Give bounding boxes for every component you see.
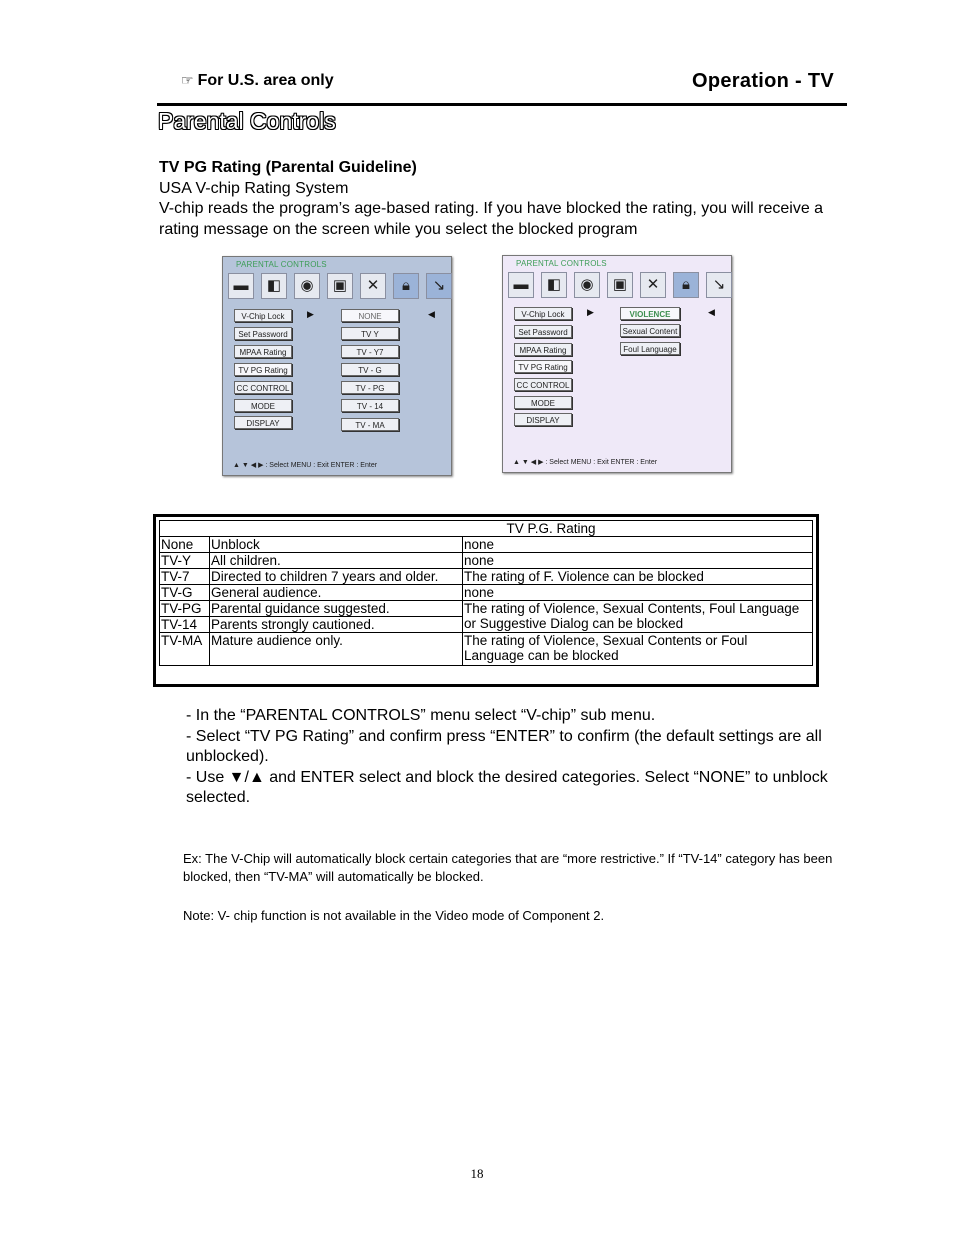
- osd-screenshot-tv-pg-sub: [502, 255, 732, 473]
- rating-code: TV-PG: [160, 601, 210, 617]
- rating-code: TV-7: [160, 569, 210, 585]
- osd-option: TV - PG: [341, 381, 399, 394]
- instruction-step: - In the “PARENTAL CONTROLS” menu select “V-chip” sub menu.: [186, 707, 656, 724]
- tools-icon: ✕: [360, 273, 386, 299]
- area-note: [181, 72, 334, 90]
- osd-option: TV - G: [341, 363, 399, 376]
- exit-icon: ↘: [426, 273, 452, 299]
- table-row: [160, 601, 813, 617]
- osd-menu-item: Set Password: [234, 327, 292, 340]
- speaker-icon: ◉: [574, 272, 600, 298]
- rating-note: none: [463, 553, 813, 569]
- osd-option: TV Y: [341, 327, 399, 340]
- rating-meaning: Parental guidance suggested.: [210, 601, 463, 617]
- osd-menu-item: DISPLAY: [234, 416, 292, 429]
- osd-menu-item: V-Chip Lock: [234, 309, 292, 322]
- tools-icon: ✕: [640, 272, 666, 298]
- header-rule: [157, 103, 847, 106]
- osd-menu-item: MODE: [514, 396, 572, 409]
- tv-icon: ▬: [228, 273, 254, 299]
- table-row: [160, 585, 813, 601]
- rating-code: TV-14: [160, 617, 210, 633]
- intro-subtitle: TV PG Rating (Parental Guideline): [159, 159, 417, 176]
- rating-note: The rating of F. Violence can be blocked: [463, 569, 813, 585]
- rating-meaning: Parents strongly cautioned.: [210, 617, 463, 633]
- table-header: [160, 521, 813, 537]
- osd-option: TV - 14: [341, 399, 399, 412]
- example-text: Ex: The V-Chip will automatically block certain categories that are “more restrictive.” If “TV-14” category has been blocked, then “TV-MA” will automatically be blocked.: [183, 851, 833, 884]
- intro-line1: USA V-chip Rating System: [159, 179, 349, 197]
- table-row: [160, 569, 813, 585]
- osd-menu-item: MPAA Rating: [234, 345, 292, 358]
- right-arrow-icon: ▶: [307, 309, 314, 319]
- osd-menu-item: DISPLAY: [514, 413, 572, 426]
- lock-icon: 🔒︎: [673, 272, 699, 298]
- speaker-icon: ◉: [294, 273, 320, 299]
- osd-option: TV - MA: [341, 418, 399, 431]
- rating-table-frame: [153, 514, 819, 687]
- osd-menu-item: TV PG Rating: [514, 360, 572, 373]
- left-arrow-icon: ◀: [428, 309, 435, 319]
- picture-icon: ◧: [541, 272, 567, 298]
- intro: [159, 158, 849, 240]
- rating-code: None: [160, 537, 210, 553]
- osd-footer: ▲ ▼ ◀ ▶ : Select MENU : Exit ENTER : Enter: [513, 459, 658, 466]
- pip-icon: ▣: [607, 272, 633, 298]
- pip-icon: ▣: [327, 273, 353, 299]
- tv-icon: ▬: [508, 272, 534, 298]
- osd-option: VIOLENCE: [620, 307, 680, 320]
- right-arrow-icon: ▶: [587, 307, 594, 317]
- instruction-step: - Select “TV PG Rating” and confirm press “ENTER” to confirm (the default settings are all unblocked).: [186, 727, 822, 765]
- rating-table: [159, 520, 813, 666]
- page-number: 18: [470, 1166, 484, 1181]
- lock-icon: 🔒︎: [393, 273, 419, 299]
- osd-menu-item: CC CONTROL: [514, 378, 572, 391]
- rating-note: none: [463, 585, 813, 601]
- table-row: [160, 537, 813, 553]
- osd-menu-item: V-Chip Lock: [514, 307, 572, 320]
- instructions: [186, 706, 848, 809]
- osd-title: PARENTAL CONTROLS: [236, 260, 327, 269]
- rating-code: TV-Y: [160, 553, 210, 569]
- osd-icon-bar: [228, 273, 459, 299]
- table-header-text: TV P.G. Rating: [506, 521, 596, 536]
- page-title: Parental Controls: [158, 108, 336, 134]
- osd-menu-item: Set Password: [514, 325, 572, 338]
- rating-meaning: All children.: [210, 553, 463, 569]
- table-header-row: [160, 521, 813, 537]
- osd-menu-item: CC CONTROL: [234, 381, 292, 394]
- area-note-text: For U.S. area only: [197, 72, 334, 89]
- osd-title: PARENTAL CONTROLS: [516, 259, 607, 268]
- osd-footer: ▲ ▼ ◀ ▶ : Select MENU : Exit ENTER : Enter: [233, 462, 378, 469]
- osd-icon-bar: [508, 272, 739, 298]
- osd-screenshot-tv-pg: [222, 256, 452, 476]
- osd-menu-item: MPAA Rating: [514, 343, 572, 356]
- rating-note: The rating of Violence, Sexual Contents or Foul Language can be blocked: [463, 633, 813, 666]
- rating-meaning: Unblock: [210, 537, 463, 553]
- osd-option: TV - Y7: [341, 345, 399, 358]
- table-row: [160, 553, 813, 569]
- rating-meaning: Directed to children 7 years and older.: [210, 569, 463, 585]
- picture-icon: ◧: [261, 273, 287, 299]
- rating-note: none: [463, 537, 813, 553]
- intro-line2: V-chip reads the program’s age-based rating. If you have blocked the rating, you will receive a rating message on the screen while you select the blocked program: [159, 200, 824, 238]
- section-title: Operation - TV: [692, 70, 834, 92]
- exit-icon: ↘: [706, 272, 732, 298]
- osd-menu-item: TV PG Rating: [234, 363, 292, 376]
- osd-option: Sexual Content: [620, 324, 680, 337]
- osd-option: Foul Language: [620, 342, 680, 355]
- osd-option: NONE: [341, 309, 399, 322]
- rating-code: TV-G: [160, 585, 210, 601]
- rating-meaning: General audience.: [210, 585, 463, 601]
- instruction-step: - Use ▼/▲ and ENTER select and block the desired categories. Select “NONE” to unblock selected.: [186, 768, 828, 806]
- rating-meaning: Mature audience only.: [210, 633, 463, 666]
- pointing-hand-icon: ☞: [181, 72, 194, 88]
- rating-code: TV-MA: [160, 633, 210, 666]
- rating-note: The rating of Violence, Sexual Contents, Foul Language or Suggestive Dialog can be blocked: [463, 601, 813, 633]
- note-text: Note: V- chip function is not available in the Video mode of Component 2.: [183, 908, 605, 923]
- left-arrow-icon: ◀: [708, 307, 715, 317]
- table-row: [160, 633, 813, 666]
- osd-menu-item: MODE: [234, 399, 292, 412]
